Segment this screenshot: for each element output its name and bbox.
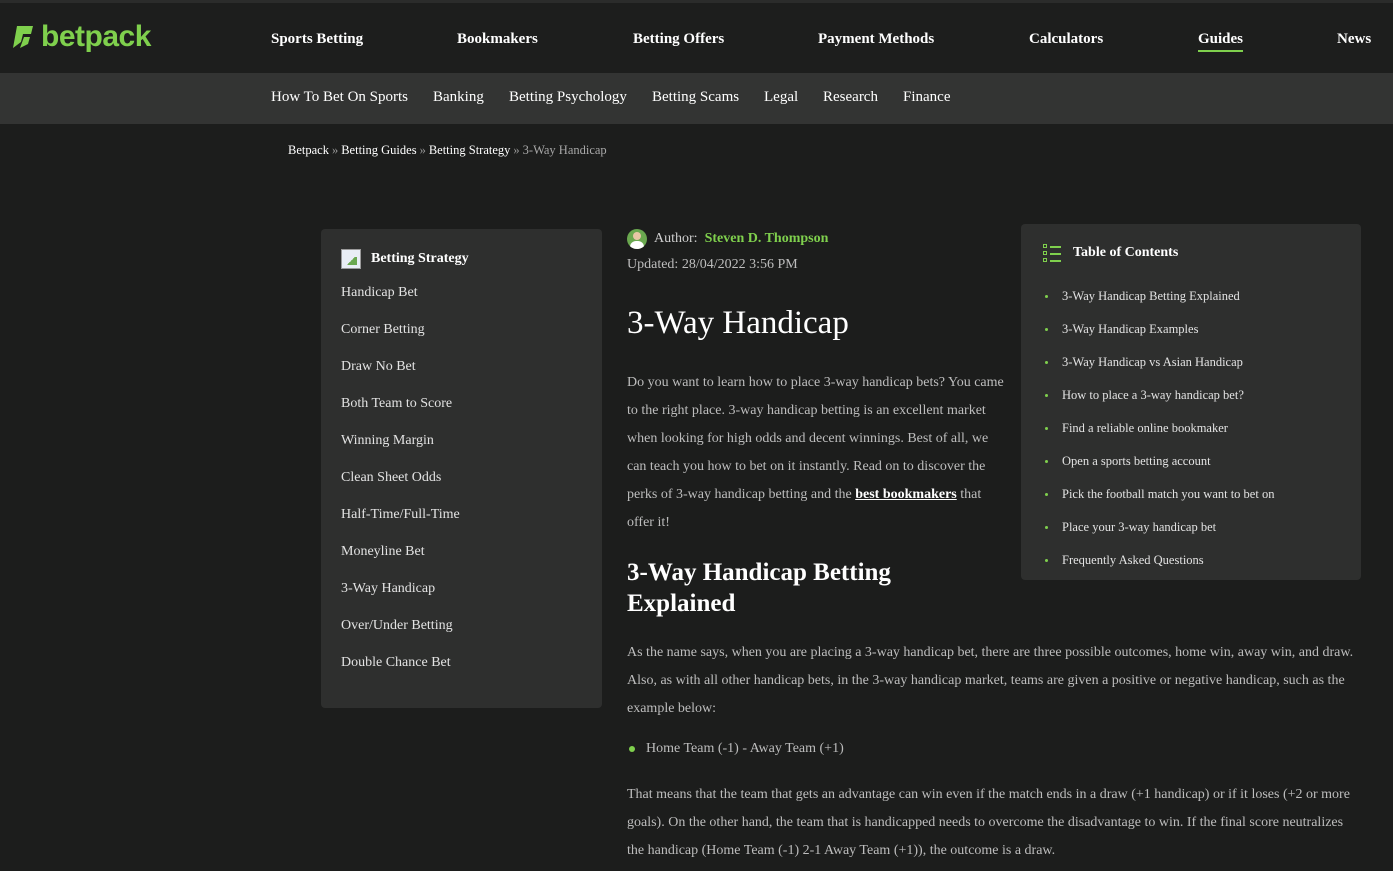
sidebar-item-double-chance-bet[interactable]: Double Chance Bet: [341, 655, 451, 670]
best-bookmakers-link[interactable]: best bookmakers: [855, 487, 957, 502]
author-row: [627, 229, 828, 249]
breadcrumb-separator: »: [513, 143, 520, 157]
subnav-how-to-bet-on-sports[interactable]: How To Bet On Sports: [271, 89, 409, 105]
table-of-contents: [1021, 224, 1361, 580]
toc-bullet-icon: [1045, 493, 1048, 496]
toc-bullet-icon: [1045, 295, 1048, 298]
toc-bullet-icon: [1045, 559, 1048, 562]
toc-bullet-icon: [1045, 394, 1048, 397]
nav-bookmakers[interactable]: Bookmakers: [457, 31, 538, 47]
breadcrumb-current: 3-Way Handicap: [522, 143, 607, 157]
toc-item[interactable]: [1045, 387, 1274, 420]
toc-item[interactable]: [1045, 453, 1274, 486]
betpack-logo-text: betpack: [41, 20, 151, 53]
breadcrumb-separator: »: [419, 143, 426, 157]
bullet-dot-icon: [629, 746, 635, 752]
list-icon: [1043, 244, 1061, 262]
sidebar-item-clean-sheet-odds[interactable]: Clean Sheet Odds: [341, 470, 442, 485]
author-avatar: [627, 229, 647, 249]
toc-item-label: 3-Way Handicap Examples: [1062, 322, 1199, 336]
sidebar-item-corner-betting[interactable]: Corner Betting: [341, 322, 425, 337]
subnav-research[interactable]: Research: [823, 89, 878, 105]
top-navigation-bar: [0, 0, 1393, 73]
toc-bullet-icon: [1045, 526, 1048, 529]
toc-item-label: Find a reliable online bookmaker: [1062, 421, 1228, 435]
advantage-paragraph: That means that the team that gets an advantage can win even if the match ends in a draw (+1 handicap) or if it loses (+2 or more goals). On the other hand, the team that is handicapped needs to overcome the disadvantage to win. If the final score neutralizes the handicap (Home Team (-1) 2-1 Away Team (+1)), the outcome is a draw.: [627, 787, 1350, 858]
toc-header: [1043, 244, 1178, 262]
author-name-link[interactable]: Steven D. Thompson: [704, 231, 829, 246]
sidebar-item-handicap-bet[interactable]: Handicap Bet: [341, 285, 418, 300]
intro-text-end: that offer it!: [627, 487, 982, 530]
toc-list: [1045, 288, 1274, 585]
toc-item-label: Open a sports betting account: [1062, 454, 1211, 468]
toc-item-label: 3-Way Handicap Betting Explained: [1062, 289, 1240, 303]
nav-sports-betting[interactable]: Sports Betting: [271, 31, 364, 47]
nav-betting-offers[interactable]: Betting Offers: [633, 31, 725, 47]
breadcrumb: [288, 143, 607, 158]
toc-item-label: Pick the football match you want to bet on: [1062, 487, 1275, 501]
sidebar-item-draw-no-bet[interactable]: Draw No Bet: [341, 359, 416, 374]
subnav-betting-scams[interactable]: Betting Scams: [652, 89, 740, 105]
author-label: Author:: [654, 231, 698, 246]
sidebar-list: [341, 285, 460, 692]
toc-bullet-icon: [1045, 460, 1048, 463]
nav-calculators[interactable]: Calculators: [1029, 31, 1104, 47]
toc-item-label: Frequently Asked Questions: [1062, 553, 1204, 567]
toc-item[interactable]: [1045, 321, 1274, 354]
updated-date: Updated: 28/04/2022 3:56 PM: [627, 257, 798, 272]
breadcrumb-betting-guides[interactable]: Betting Guides: [341, 143, 417, 157]
toc-item[interactable]: [1045, 552, 1274, 585]
toc-bullet-icon: [1045, 361, 1048, 364]
sub-navigation-bar: [0, 73, 1393, 124]
sidebar-item-over-under-betting[interactable]: Over/Under Betting: [341, 618, 453, 633]
explanation-paragraph: As the name says, when you are placing a 3-way handicap bet, there are three possible outcomes, home win, away win, and draw. Also, as with all other handicap bets, in the 3-way handicap market, teams are given a positive or negative handicap, such as the example below:: [627, 645, 1354, 716]
subnav-legal[interactable]: Legal: [764, 89, 799, 105]
toc-item[interactable]: [1045, 354, 1274, 387]
sidebar-item-both-team-to-score[interactable]: Both Team to Score: [341, 396, 453, 411]
toc-item[interactable]: [1045, 288, 1274, 321]
toc-item-label: How to place a 3-way handicap bet?: [1062, 388, 1244, 402]
section-heading: 3-Way Handicap Betting Explained: [627, 559, 891, 617]
nav-payment-methods[interactable]: Payment Methods: [818, 31, 935, 47]
sidebar-item-3-way-handicap[interactable]: 3-Way Handicap: [341, 581, 436, 596]
example-bullet-text: Home Team (-1) - Away Team (+1): [646, 741, 844, 756]
toc-item-label: Place your 3-way handicap bet: [1062, 520, 1217, 534]
sidebar-title: Betting Strategy: [371, 251, 469, 266]
broken-image-icon: [341, 249, 361, 269]
page-title: 3-Way Handicap: [627, 305, 849, 341]
main-nav: [0, 3, 1393, 73]
breadcrumb-betting-strategy[interactable]: Betting Strategy: [428, 143, 511, 157]
betting-strategy-sidebar: [321, 229, 602, 708]
toc-bullet-icon: [1045, 427, 1048, 430]
intro-paragraph: [627, 369, 1005, 537]
example-bullet: [629, 741, 844, 757]
subnav-betting-psychology[interactable]: Betting Psychology: [509, 89, 627, 105]
sidebar-item-moneyline-bet[interactable]: Moneyline Bet: [341, 544, 425, 559]
toc-bullet-icon: [1045, 328, 1048, 331]
nav-news[interactable]: News: [1337, 31, 1372, 47]
subnav-banking[interactable]: Banking: [433, 89, 484, 105]
toc-title: Table of Contents: [1073, 245, 1179, 260]
sidebar-item-half-time-full-time[interactable]: Half-Time/Full-Time: [341, 507, 460, 522]
breadcrumb-separator: »: [331, 143, 339, 157]
toc-item[interactable]: [1045, 486, 1274, 519]
intro-text: Do you want to learn how to place 3-way handicap bets? You came to the right place. 3-way handicap betting is an excellent market when looking for high odds and decent winnings. Best of all, we can teach you how to bet on it instantly. Read on to discover the perks of 3-way handicap betting and the: [627, 375, 1004, 502]
nav-guides[interactable]: Guides: [1198, 31, 1243, 52]
toc-item-label: 3-Way Handicap vs Asian Handicap: [1062, 355, 1243, 369]
toc-item[interactable]: [1045, 519, 1274, 552]
toc-item[interactable]: [1045, 420, 1274, 453]
sidebar-header: [341, 249, 469, 269]
breadcrumb-betpack[interactable]: Betpack: [288, 143, 329, 157]
subnav-finance[interactable]: Finance: [903, 89, 951, 105]
sidebar-item-winning-margin[interactable]: Winning Margin: [341, 433, 434, 448]
